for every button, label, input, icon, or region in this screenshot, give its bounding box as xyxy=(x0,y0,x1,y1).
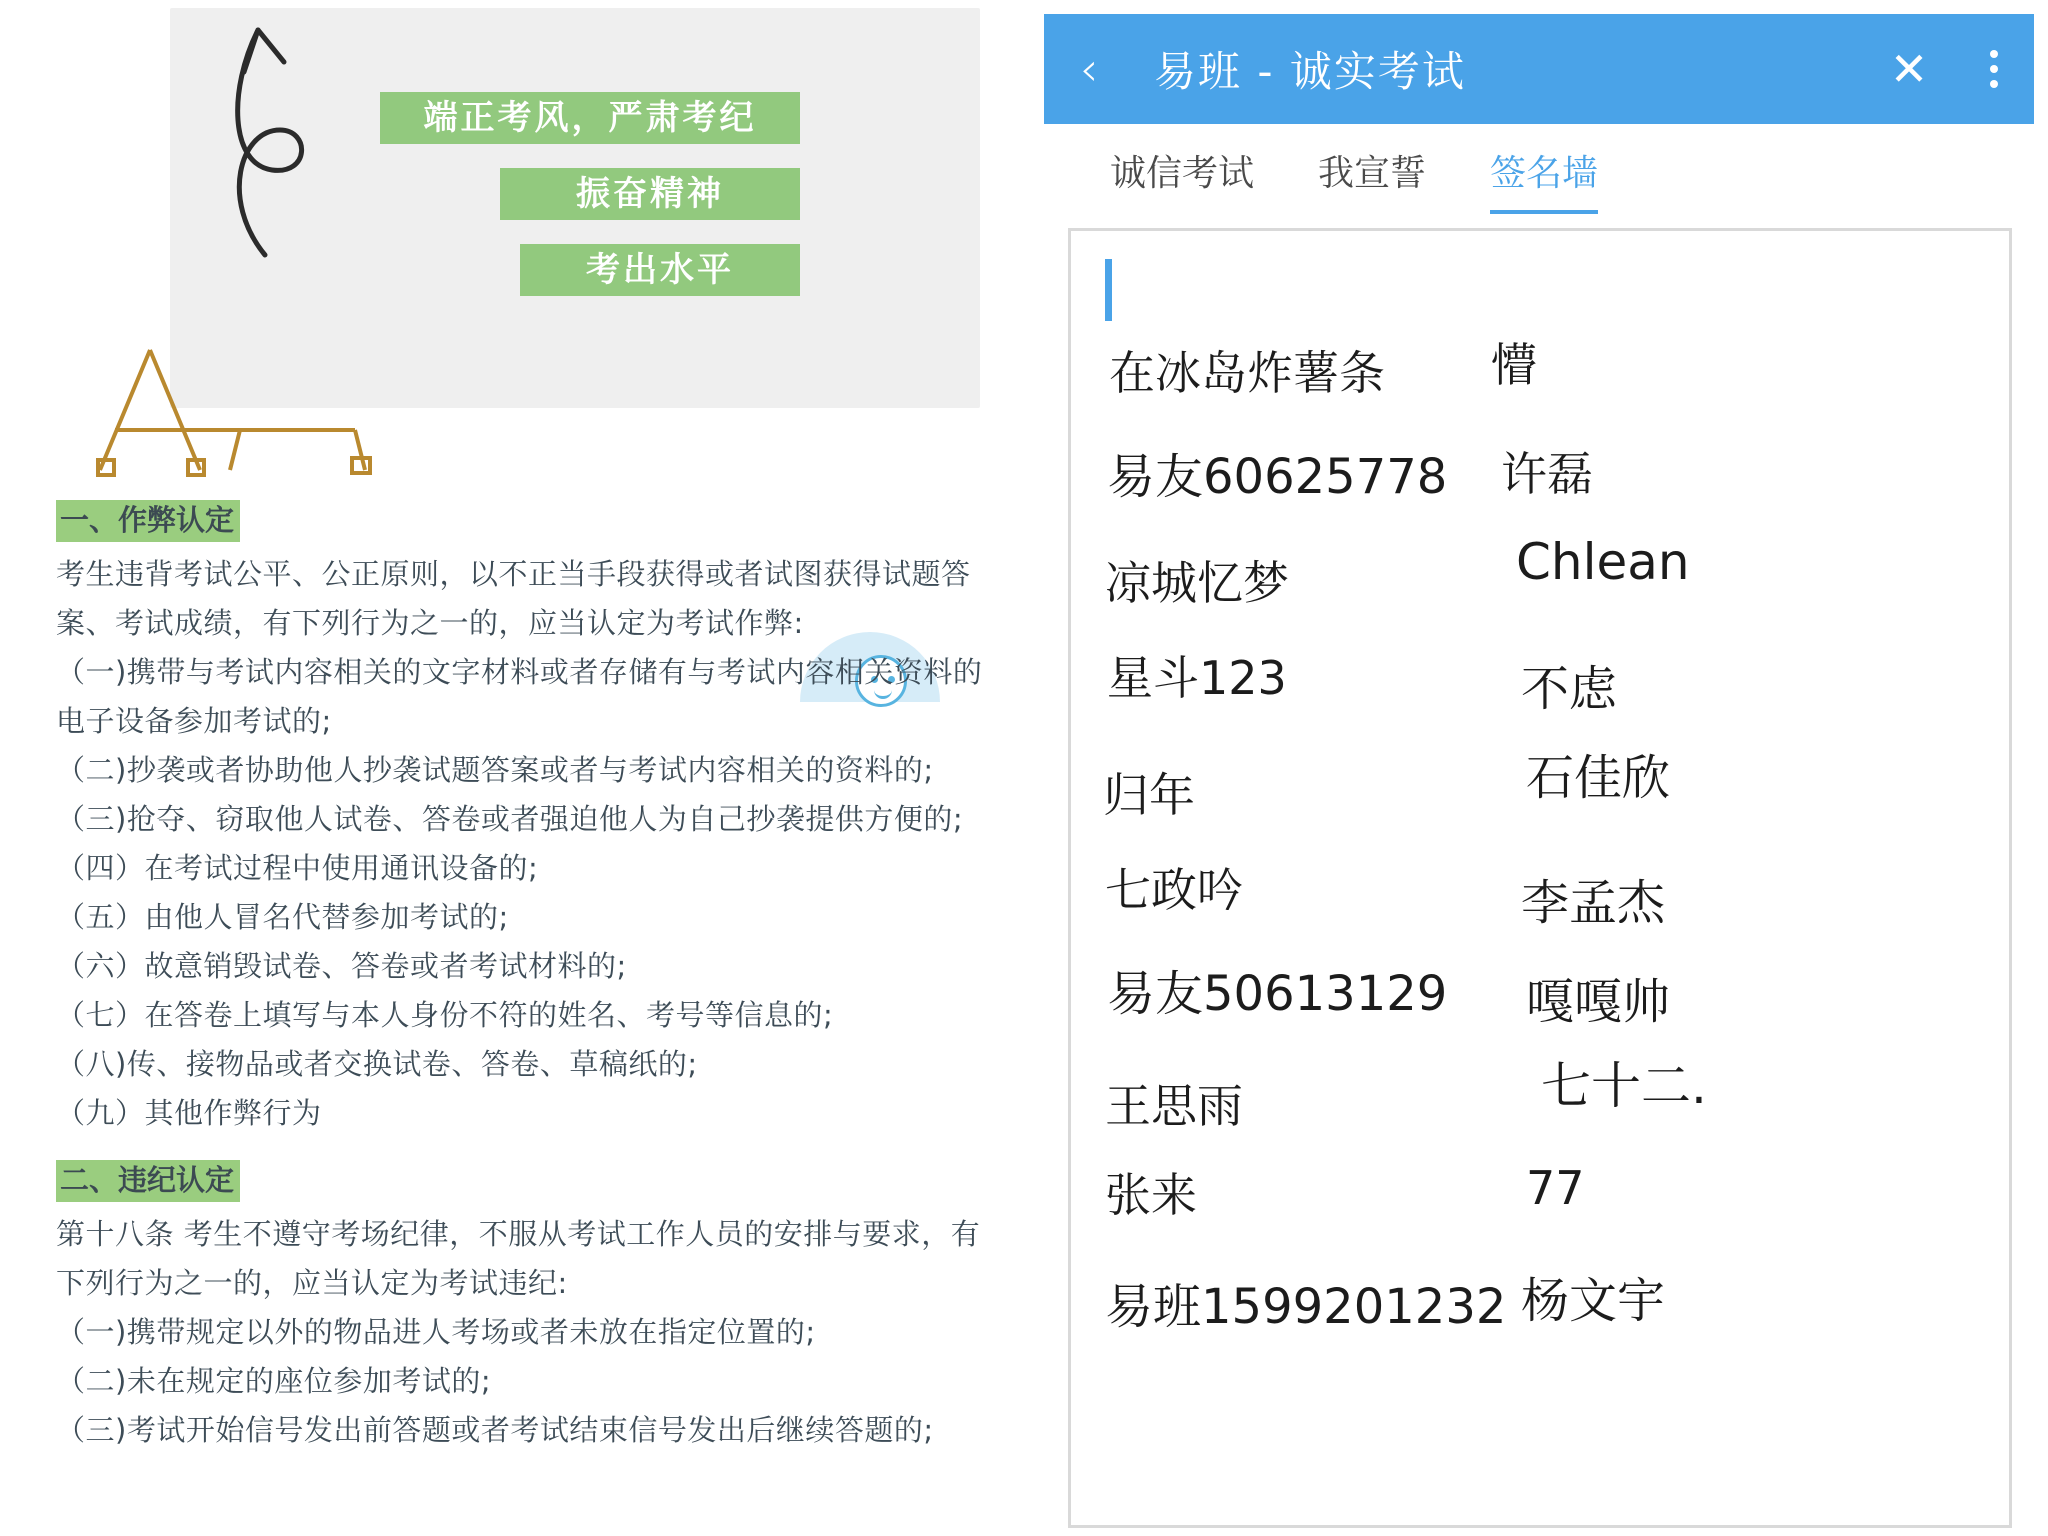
section-paragraph: （一)携带规定以外的物品进人考场或者未放在指定位置的; xyxy=(56,1315,816,1349)
signature-name-right: 不虑 xyxy=(1521,661,1618,717)
tab-3[interactable]: 签名墙 xyxy=(1490,135,1598,214)
signature-name-left: 七政吟 xyxy=(1105,863,1243,917)
section-paragraph: （五）由他人冒名代替参加考试的; xyxy=(56,900,509,934)
section-paragraph: 考生违背考试公平、公正原则，以不正当手段获得或者试图获得试题答案、考试成绩，有下列行为之一的，应当认定为考试作弊: xyxy=(56,557,971,640)
tab-1[interactable]: 诚信考试 xyxy=(1110,152,1255,194)
tab-bar xyxy=(1044,124,2034,224)
chevron-left-icon[interactable]: ‹ xyxy=(1079,42,1099,96)
banner-line-3: 考出水平 xyxy=(520,244,800,296)
signature-name-right: 许磊 xyxy=(1501,447,1593,501)
signature-name-left: 星斗123 xyxy=(1107,651,1287,705)
app-header xyxy=(1044,14,2034,124)
signature-row xyxy=(1071,1248,2009,1351)
signature-name-right: 石佳欣 xyxy=(1526,750,1671,806)
menu-dot-3 xyxy=(1990,80,1998,88)
signature-row xyxy=(1071,733,2009,836)
close-icon[interactable]: ✕ xyxy=(1889,42,1929,96)
signature-name-right: 李孟杰 xyxy=(1521,875,1666,931)
section-paragraph: （二)抄袭或者协助他人抄袭试题答案或者与考试内容相关的资料的; （三)抢夺、窃取他人试卷、答卷或者强迫他人为自己抄袭提供方便的; （四）在考试过程中使用通讯设备的; xyxy=(56,753,964,885)
signature-name-left: 王思雨 xyxy=(1105,1079,1243,1133)
signature-wall-board xyxy=(1068,228,2012,1528)
section-paragraph: （一)携带与考试内容相关的文字材料或者存储有与考试内容相关资料的电子设备参加考试的; xyxy=(56,655,983,738)
signature-name-right: 杨文宇 xyxy=(1521,1273,1666,1329)
section-paragraph: （八)传、接物品或者交换试卷、答卷、草稿纸的; xyxy=(56,1047,698,1081)
signature-row xyxy=(1071,836,2009,939)
signature-name-right: 七十二. xyxy=(1541,1057,1707,1115)
signature-list xyxy=(1071,321,2009,1351)
signature-name-left: 张来 xyxy=(1105,1168,1197,1222)
signature-row xyxy=(1071,1042,2009,1145)
section-paragraph: （三)考试开始信号发出前答题或者考试结束信号发出后继续答题的; xyxy=(56,1413,934,1447)
signature-row xyxy=(1071,321,2009,424)
section-heading: 二、违纪认定 xyxy=(56,1160,240,1202)
menu-dot-1 xyxy=(1990,50,1998,58)
more-vertical-icon[interactable] xyxy=(1954,50,2034,88)
section-paragraph: （六）故意销毁试卷、答卷或者考试材料的; xyxy=(56,949,627,983)
section-paragraph: 第十八条 考生不遵守考场纪律，不服从考试工作人员的安排与要求，有下列行为之一的，应当认定为考试违纪: xyxy=(56,1217,981,1300)
easel-stand-icon xyxy=(90,330,390,480)
signature-name-left: 在冰岛炸薯条 xyxy=(1109,346,1385,400)
signature-name-right: Chlean xyxy=(1516,533,1690,591)
signature-row xyxy=(1071,424,2009,527)
banner-line-1: 端正考风，严肃考纪 xyxy=(380,92,800,144)
signature-row xyxy=(1071,1145,2009,1248)
signature-name-left: 易友60625778 xyxy=(1107,449,1448,505)
text-cursor xyxy=(1105,259,1112,321)
signature-name-left: 易友50613129 xyxy=(1107,966,1448,1022)
signature-row xyxy=(1071,939,2009,1042)
signature-row xyxy=(1071,630,2009,733)
menu-dot-2 xyxy=(1990,65,1998,73)
signature-name-left: 凉城忆梦 xyxy=(1105,556,1289,610)
signature-name-left: 易班1599201232 xyxy=(1105,1279,1507,1335)
tab-2[interactable]: 我宣誓 xyxy=(1318,152,1427,194)
left-article-panel xyxy=(0,0,1022,1536)
section-paragraph: （二)未在规定的座位参加考试的; xyxy=(56,1364,492,1398)
app-title: 易班 - 诚实考试 xyxy=(1154,47,1466,96)
signature-name-right: 嘎嘎帅 xyxy=(1526,974,1671,1030)
signature-name-left: 归年 xyxy=(1103,768,1195,822)
signature-row xyxy=(1071,527,2009,630)
signature-name-right: 77 xyxy=(1526,1161,1585,1215)
section-paragraph: （七）在答卷上填写与本人身份不符的姓名、考号等信息的; xyxy=(56,998,834,1032)
section-heading: 一、作弊认定 xyxy=(56,500,240,542)
right-app-panel xyxy=(1022,0,2034,1536)
signature-name-right: 懵 xyxy=(1491,338,1537,392)
banner-illustration xyxy=(60,0,960,480)
section-paragraph: （九）其他作弊行为 xyxy=(56,1096,322,1130)
article-body xyxy=(56,500,986,1455)
banner-line-2: 振奋精神 xyxy=(500,168,800,220)
